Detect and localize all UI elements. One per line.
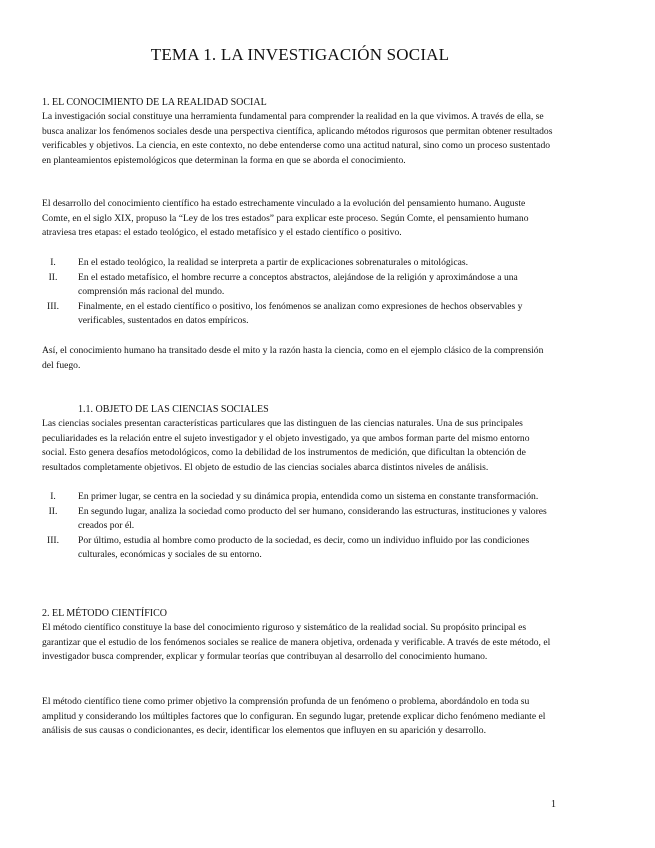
document-title: TEMA 1. LA INVESTIGACIÓN SOCIAL: [150, 45, 450, 64]
paragraph: Así, el conocimiento humano ha transitado desde el mito y la razón hasta la ciencia, como en el ejemplo clásico de la comprensión del fuego.: [42, 345, 544, 371]
paragraph: La investigación social constituye una herramienta fundamental para comprender la realidad en la que vivimos. A través de ella, se busca analizar los fenómenos sociales desde una perspectiva científica, aplicando métodos rigurosos que permitan obtener resultados verificables y objetivos. La ciencia, en este contexto, no debe entenderse como una actitud natural, sino como un proceso sustentado en planteamientos epistemológicos que determinan la forma en que se aborda el conocimiento.: [42, 111, 553, 166]
list-item: [42, 271, 554, 300]
list-text: En el estado teológico, la realidad se interpreta a partir de explicaciones sobrenaturales o mitológicas.: [78, 257, 468, 268]
section-2-paragraph-2: [42, 695, 554, 739]
list-text: En el estado metafísico, el hombre recurre a conceptos abstractos, alejándose de la religión y aproximándose a una comprensión más racional del mundo.: [78, 271, 518, 298]
section-1-paragraph-1: [42, 110, 554, 168]
paragraph: El método científico tiene como primer objetivo la comprensión profunda de un fenómeno o problema, abordándolo en toda su amplitud y considerando los múltiples factores que lo configuran. En segundo lugar, pretende explicar dicho fenómeno mediante el análisis de sus causas o condicionantes, es decir, identificar los elementos que influyen en su aparición y desarrollo.: [42, 696, 546, 737]
section-2-heading: [42, 607, 554, 622]
list-text: En segundo lugar, analiza la sociedad como producto del ser humano, considerando las estructuras, instituciones y valores creados por él.: [78, 505, 547, 532]
list-number: III.: [47, 300, 59, 312]
section-1-paragraph-2: [42, 197, 554, 241]
section-heading: 2. EL MÉTODO CIENTÍFICO: [42, 608, 167, 619]
list-number: I.: [50, 491, 56, 502]
paragraph: Las ciencias sociales presentan características particulares que las distinguen de las ciencias naturales. Una de sus principales peculiaridades es la relación entre el sujeto investigador y el objeto investigado, ya que ambos forman parte del mismo entorno social. Esto genera desafíos metodológicos, como la debilidad de los instrumentos de medición, que dificultan la obtención de resultados completamente objetivos. El objeto de estudio de las ciencias sociales abarca distintos niveles de análisis.: [42, 418, 530, 473]
section-1-1-heading: [78, 403, 554, 418]
social-object-list: [42, 490, 554, 563]
list-item: [42, 256, 554, 271]
list-text: Finalmente, en el estado científico o positivo, los fenómenos se analizan como expresiones de hechos observables y verificables, sustentados en datos empíricos.: [78, 300, 523, 327]
list-number: II.: [48, 505, 58, 517]
paragraph: El desarrollo del conocimiento científico ha estado estrechamente vinculado a la evolución del pensamiento humano. Auguste Comte, en el siglo XIX, propuso la “Ley de los tres estados” para explicar este proceso. Según Comte, el pensamiento humano atraviesa tres etapas: el estado teológico, el estado metafísico y el estado científico o positivo.: [42, 198, 529, 239]
section-2-paragraph-1: [42, 621, 554, 665]
list-item: [42, 490, 554, 505]
section-heading: 1.1. OBJETO DE LAS CIENCIAS SOCIALES: [78, 404, 269, 415]
section-heading: 1. EL CONOCIMIENTO DE LA REALIDAD SOCIAL: [42, 97, 267, 108]
list-number: III.: [47, 534, 59, 546]
list-item: [42, 505, 554, 534]
list-text: En primer lugar, se centra en la sociedad y su dinámica propia, entendida como un sistema en constante transformación.: [78, 491, 539, 502]
list-text: Por último, estudia al hombre como producto de la sociedad, es decir, como un individuo influido por las condiciones culturales, económicas y sociales de su entorno.: [78, 534, 530, 561]
list-number: I.: [50, 257, 56, 268]
three-states-list: [42, 256, 554, 329]
page-number: 1: [551, 799, 556, 810]
section-1-1-paragraph-1: [42, 417, 554, 475]
section-1-heading: [42, 96, 554, 111]
list-item: [42, 534, 554, 563]
paragraph: El método científico constituye la base del conocimiento riguroso y sistemático de la realidad social. Su propósito principal es garantizar que el estudio de los fenómenos sociales se realice de manera objetiva, ordenada y verificable. A través de este método, el investigador busca comprender, explicar y formular teorías que contribuyan al desarrollo del conocimiento humano.: [42, 622, 551, 663]
list-item: [42, 300, 554, 329]
section-1-paragraph-3: [42, 344, 554, 373]
list-number: II.: [48, 271, 58, 283]
